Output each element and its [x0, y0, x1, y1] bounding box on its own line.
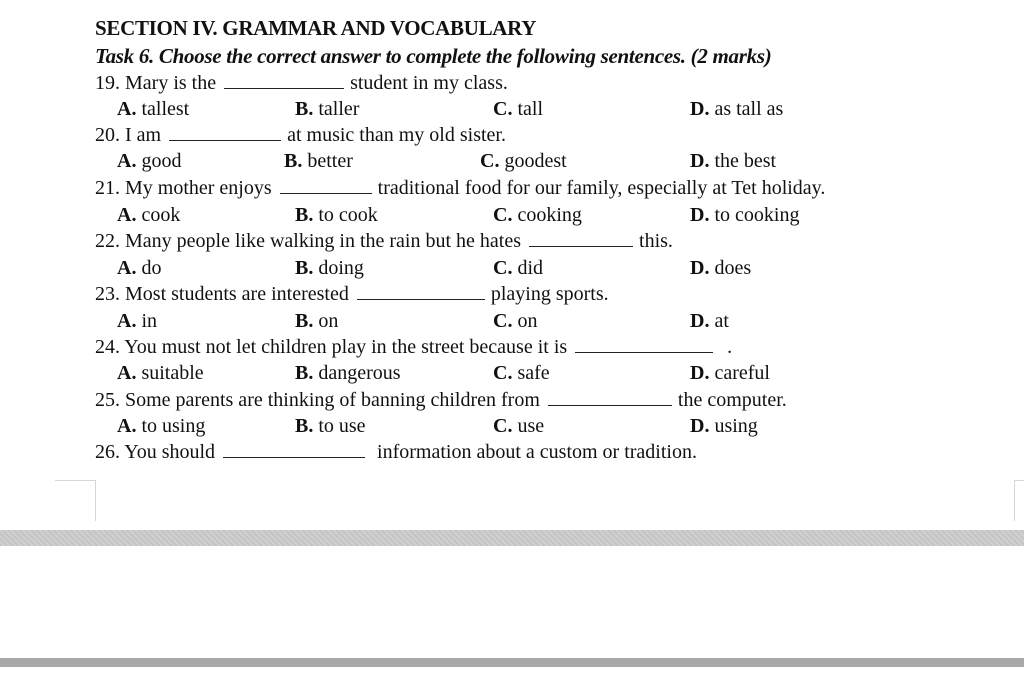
question-number: 23. — [95, 283, 120, 305]
question-25 — [95, 387, 787, 413]
question-number: 22. — [95, 230, 120, 252]
page-corner-mark-left — [55, 480, 96, 521]
option-24-c: C. safe — [493, 362, 550, 384]
question-text-after: student in my class. — [350, 72, 508, 94]
question-number: 25. — [95, 389, 120, 411]
question-text-after: the computer. — [677, 389, 787, 411]
question-text-before: You must not let children play in the street because it is — [124, 336, 568, 358]
option-19-d: D. as tall as — [690, 98, 784, 120]
question-text-after: this. — [639, 230, 673, 252]
question-19 — [95, 70, 508, 96]
question-text-after: playing sports. — [490, 283, 609, 305]
question-text-before: I am — [125, 124, 162, 146]
section-title: SECTION IV. GRAMMAR AND VOCABULARY — [95, 16, 537, 40]
answer-blank — [223, 439, 365, 458]
question-text-after: information about a custom or tradition. — [377, 441, 697, 463]
option-23-b: B. on — [295, 310, 339, 332]
question-text-before: You should — [124, 441, 216, 463]
question-text-before: My mother enjoys — [125, 177, 272, 199]
option-19-c: C. tall — [493, 98, 543, 120]
option-24-d: D. careful — [690, 362, 770, 384]
option-25-a: A. to using — [117, 415, 206, 437]
answer-blank — [529, 228, 633, 247]
option-21-a: A. cook — [117, 204, 181, 226]
answer-blank — [169, 122, 281, 141]
question-text-after: . — [727, 336, 733, 358]
option-25-d: D. using — [690, 415, 758, 437]
answer-blank — [575, 334, 713, 353]
answer-blank — [224, 70, 344, 89]
question-22 — [95, 228, 673, 254]
option-21-d: D. to cooking — [690, 204, 800, 226]
answer-blank — [357, 281, 485, 300]
question-21 — [95, 175, 825, 201]
bottom-bar — [0, 658, 1024, 667]
option-22-a: A. do — [117, 257, 162, 279]
question-23 — [95, 281, 609, 307]
question-text-before: Most students are interested — [125, 283, 349, 305]
option-20-b: B. better — [284, 150, 353, 172]
option-23-d: D. at — [690, 310, 729, 332]
page-separator — [0, 530, 1024, 546]
option-19-a: A. tallest — [117, 98, 190, 120]
question-number: 19. — [95, 72, 120, 94]
option-22-c: C. did — [493, 257, 544, 279]
option-20-a: A. good — [117, 150, 182, 172]
question-24 — [95, 334, 732, 360]
answer-blank — [548, 387, 672, 406]
option-23-c: C. on — [493, 310, 538, 332]
task-title: Task 6. Choose the correct answer to complete the following sentences. (2 marks) — [95, 44, 772, 68]
option-25-b: B. to use — [295, 415, 366, 437]
question-number: 24. — [95, 336, 120, 358]
option-22-b: B. doing — [295, 257, 364, 279]
option-21-c: C. cooking — [493, 204, 582, 226]
question-text-after: traditional food for our family, especially at Tet holiday. — [377, 177, 826, 199]
question-20 — [95, 122, 506, 148]
answer-blank — [280, 175, 372, 194]
question-text-after: at music than my old sister. — [287, 124, 506, 146]
question-number: 21. — [95, 177, 120, 199]
option-20-c: C. goodest — [480, 150, 567, 172]
page-corner-mark-right — [1014, 480, 1024, 521]
option-24-b: B. dangerous — [295, 362, 401, 384]
option-20-d: D. the best — [690, 150, 777, 172]
next-page — [0, 546, 1024, 658]
question-number: 20. — [95, 124, 120, 146]
question-text-before: Many people like walking in the rain but he hates — [125, 230, 522, 252]
option-21-b: B. to cook — [295, 204, 378, 226]
option-19-b: B. taller — [295, 98, 360, 120]
question-text-before: Some parents are thinking of banning children from — [125, 389, 540, 411]
question-number: 26. — [95, 441, 120, 463]
option-25-c: C. use — [493, 415, 545, 437]
option-24-a: A. suitable — [117, 362, 204, 384]
question-26 — [95, 439, 697, 465]
option-22-d: D. does — [690, 257, 752, 279]
option-23-a: A. in — [117, 310, 158, 332]
question-text-before: Mary is the — [125, 72, 217, 94]
